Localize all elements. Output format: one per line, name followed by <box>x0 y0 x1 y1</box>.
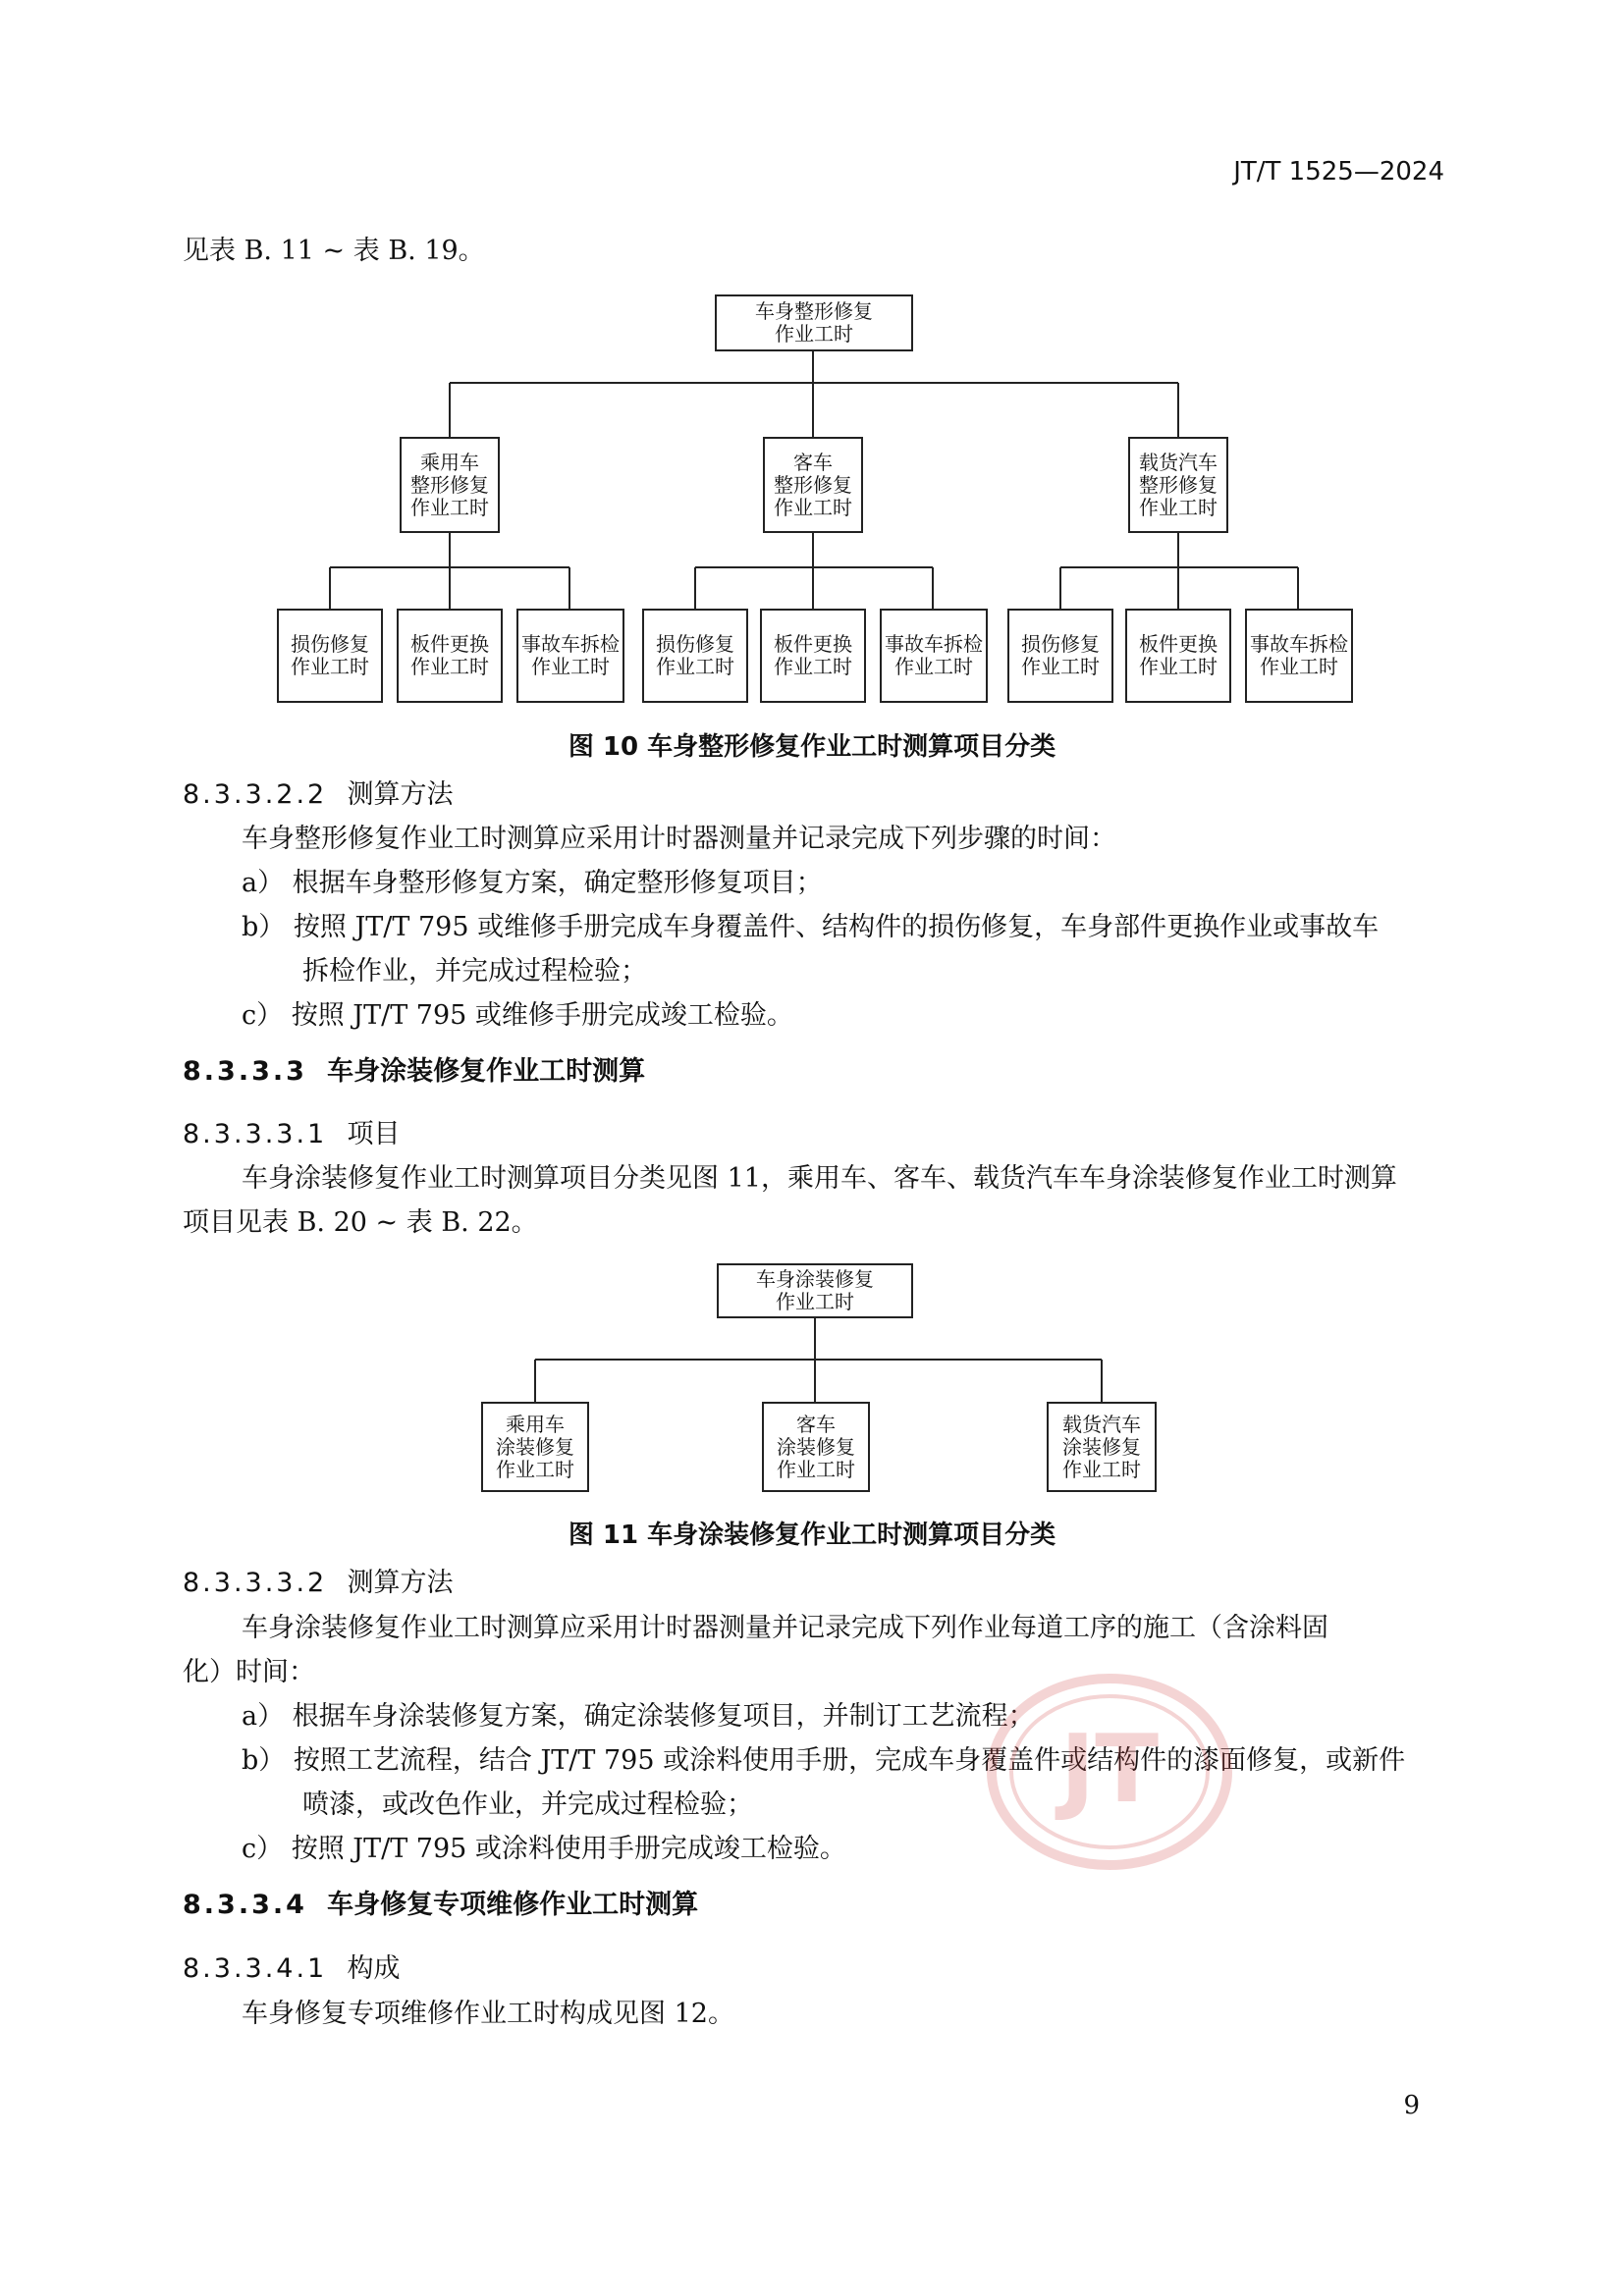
svg-text:JT: JT <box>1059 1716 1160 1824</box>
fig10-leaf-line1: 事故车拆检 <box>521 632 620 656</box>
fig10-leaf-line2: 作业工时 <box>656 655 734 678</box>
fig11-mid-box-bus <box>762 1402 870 1492</box>
fig11-mid-box-passenger <box>481 1402 589 1492</box>
section-8-3-3-4-heading <box>183 1883 698 1927</box>
fig10-leaf-line1: 事故车拆检 <box>1250 632 1348 656</box>
fig10-leaf-line2: 作业工时 <box>1021 655 1100 678</box>
fig10-mid-box-truck <box>1128 437 1228 533</box>
document-code: JT/T 1525—2024 <box>1233 157 1444 187</box>
fig10-leaf-line1: 损伤修复 <box>291 632 369 656</box>
fig10-leaf-box <box>277 609 383 703</box>
paragraph-cont: 化）时间： <box>183 1657 315 1687</box>
list-item-b: b） 按照工艺流程，结合 JT/T 795 或涂料使用手册，完成车身覆盖件或结构件的漆面修复，或新件 <box>242 1745 1406 1776</box>
section-title: 测算方法 <box>347 779 454 810</box>
list-item-c: c） 按照 JT/T 795 或涂料使用手册完成竣工检验。 <box>242 1834 846 1864</box>
fig10-mid-3-line3: 作业工时 <box>1139 495 1218 519</box>
fig10-leaf-box <box>880 609 988 703</box>
fig10-root-box <box>715 294 913 351</box>
fig11-mid-1-line2: 涂装修复 <box>496 1434 574 1459</box>
paragraph: 车身修复专项维修作业工时构成见图 12。 <box>242 1999 734 2029</box>
fig10-leaf-box <box>1245 609 1353 703</box>
fig10-root-line2: 作业工时 <box>775 322 853 346</box>
paragraph: 车身涂装修复作业工时测算项目分类见图 11，乘用车、客车、载货汽车车身涂装修复作业工时测算 <box>242 1163 1397 1194</box>
fig10-leaf-box <box>397 609 503 703</box>
fig10-leaf-line1: 事故车拆检 <box>885 632 983 656</box>
section-8-3-3-3-2-heading <box>183 1561 453 1605</box>
fig10-leaf-box <box>516 609 624 703</box>
fig10-leaf-box <box>760 609 866 703</box>
paragraph: 车身整形修复作业工时测算应采用计时器测量并记录完成下列步骤的时间： <box>242 824 1116 854</box>
section-title: 车身修复专项维修作业工时测算 <box>327 1890 699 1920</box>
fig11-mid-3-line3: 作业工时 <box>1062 1457 1141 1481</box>
section-title: 构成 <box>347 1953 401 1984</box>
fig10-leaf-line2: 作业工时 <box>531 655 610 678</box>
fig11-mid-box-truck <box>1047 1402 1157 1492</box>
fig11-root-line2: 作业工时 <box>776 1290 854 1313</box>
intro-line: 见表 B. 11 ~ 表 B. 19。 <box>183 236 485 266</box>
fig10-leaf-line1: 板件更换 <box>1139 632 1218 656</box>
section-title: 测算方法 <box>347 1568 454 1598</box>
figure-11-diagram <box>471 1256 1159 1502</box>
section-title: 车身涂装修复作业工时测算 <box>327 1056 646 1087</box>
figure-10-caption: 图 10 车身整形修复作业工时测算项目分类 <box>568 732 1056 762</box>
fig10-leaf-box <box>642 609 748 703</box>
fig11-mid-3-line1: 载货汽车 <box>1062 1412 1141 1436</box>
fig10-mid-box-passenger <box>400 437 500 533</box>
list-item-c: c） 按照 JT/T 795 或维修手册完成竣工检验。 <box>242 1000 793 1031</box>
fig10-mid-1-line3: 作业工时 <box>410 495 489 519</box>
fig11-mid-2-line3: 作业工时 <box>777 1457 855 1481</box>
fig10-leaf-line1: 损伤修复 <box>1021 632 1100 656</box>
fig11-mid-1-line3: 作业工时 <box>496 1457 574 1481</box>
jt-watermark-logo <box>982 1669 1237 1875</box>
fig11-mid-2-line2: 涂装修复 <box>777 1434 855 1459</box>
fig10-leaf-line2: 作业工时 <box>1139 655 1218 678</box>
fig10-mid-3-line2: 整形修复 <box>1139 472 1218 497</box>
fig10-leaf-line1: 损伤修复 <box>656 632 734 656</box>
list-item-b: b） 按照 JT/T 795 或维修手册完成车身覆盖件、结构件的损伤修复，车身部件更换作业或事故车 <box>242 912 1380 942</box>
list-item-b-cont: 拆检作业，并完成过程检验； <box>302 956 647 987</box>
fig10-mid-1-line2: 整形修复 <box>410 472 489 497</box>
fig10-root-line1: 车身整形修复 <box>755 299 873 323</box>
section-number: 8.3.3.4.1 <box>183 1953 328 1984</box>
section-title: 项目 <box>347 1119 401 1149</box>
fig11-root-box <box>717 1263 913 1318</box>
fig10-mid-3-line1: 载货汽车 <box>1139 450 1218 474</box>
fig10-leaf-line2: 作业工时 <box>291 655 369 678</box>
section-number: 8.3.3.3 <box>183 1056 307 1087</box>
section-number: 8.3.3.4 <box>183 1890 307 1920</box>
fig10-mid-1-line1: 乘用车 <box>420 450 479 474</box>
list-item-a: a） 根据车身涂装修复方案，确定涂装修复项目，并制订工艺流程； <box>242 1701 1035 1732</box>
fig10-mid-2-line2: 整形修复 <box>774 472 852 497</box>
fig11-root-line1: 车身涂装修复 <box>756 1267 874 1291</box>
fig10-leaf-line2: 作业工时 <box>410 655 489 678</box>
page-number: 9 <box>1403 2091 1420 2120</box>
fig11-mid-2-line1: 客车 <box>796 1412 836 1436</box>
paragraph-cont: 项目见表 B. 20 ~ 表 B. 22。 <box>183 1207 538 1238</box>
figure-11-caption: 图 11 车身涂装修复作业工时测算项目分类 <box>568 1521 1056 1550</box>
section-8-3-3-4-1-heading <box>183 1947 400 1991</box>
paragraph: 车身涂装修复作业工时测算应采用计时器测量并记录完成下列作业每道工序的施工（含涂料固 <box>242 1613 1328 1643</box>
section-number: 8.3.3.3.1 <box>183 1119 328 1149</box>
fig10-leaf-line1: 板件更换 <box>774 632 852 656</box>
fig10-mid-2-line3: 作业工时 <box>774 495 852 519</box>
section-number: 8.3.3.3.2 <box>183 1568 328 1598</box>
fig10-leaf-line2: 作业工时 <box>774 655 852 678</box>
list-item-a: a） 根据车身整形修复方案，确定整形修复项目； <box>242 868 823 898</box>
fig10-leaf-box <box>1125 609 1231 703</box>
fig11-mid-3-line2: 涂装修复 <box>1062 1434 1141 1459</box>
section-8-3-3-2-2-heading <box>183 773 453 817</box>
section-8-3-3-3-heading <box>183 1049 645 1094</box>
fig10-mid-box-bus <box>763 437 863 533</box>
fig10-leaf-line1: 板件更换 <box>410 632 489 656</box>
fig10-leaf-box <box>1007 609 1113 703</box>
fig10-mid-2-line1: 客车 <box>793 450 833 474</box>
figure-10-diagram <box>265 290 1348 712</box>
fig10-leaf-line2: 作业工时 <box>1260 655 1338 678</box>
list-item-b-cont: 喷漆，或改色作业，并完成过程检验； <box>302 1789 753 1820</box>
section-number: 8.3.3.2.2 <box>183 779 328 810</box>
fig11-mid-1-line1: 乘用车 <box>506 1412 565 1436</box>
fig10-leaf-line2: 作业工时 <box>894 655 973 678</box>
section-8-3-3-3-1-heading <box>183 1112 400 1156</box>
